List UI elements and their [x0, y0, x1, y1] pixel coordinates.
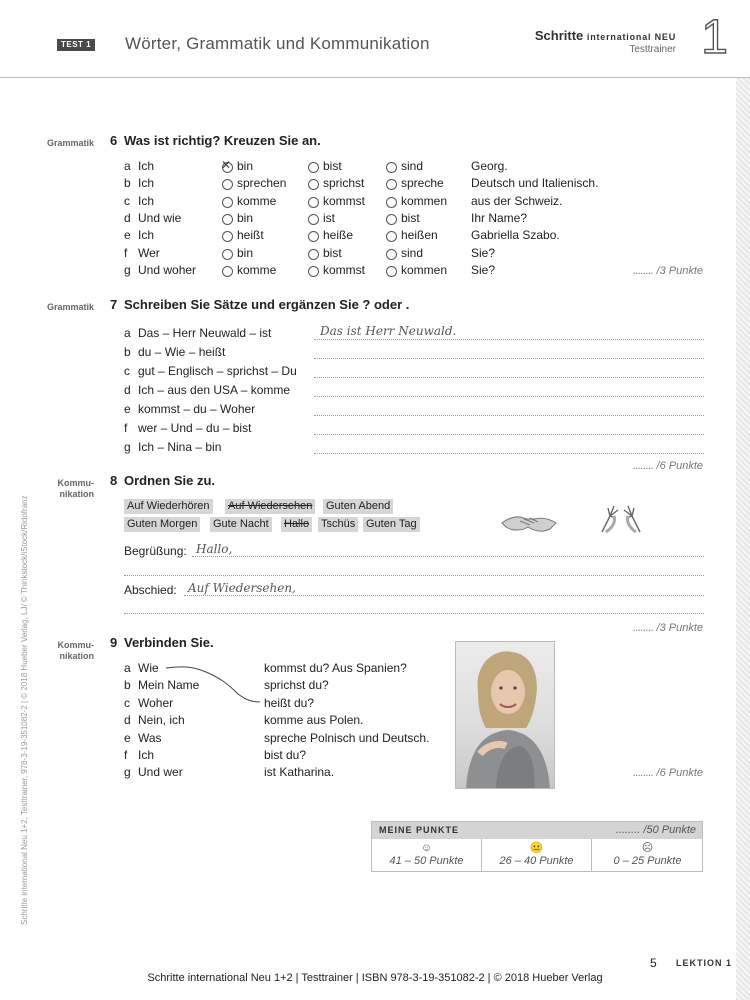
sentence-end[interactable]: komme aus Polen. — [264, 713, 364, 728]
row-prompt: Das – Herr Neuwald – ist — [138, 326, 272, 340]
row-prompt: kommst – du – Woher — [138, 402, 256, 416]
row-letter: e — [124, 228, 131, 243]
score-box — [371, 821, 703, 872]
greeting-answer: Hallo, — [196, 542, 233, 556]
sentence-end[interactable]: bist du? — [264, 748, 307, 762]
ex7-title: Schreiben Sie Sätze und ergänzen Sie ? oder . — [124, 297, 410, 312]
row-letter: c — [124, 193, 130, 208]
page-number: 5 — [650, 956, 657, 970]
row-letter: d — [124, 210, 131, 225]
score-label: MEINE PUNKTE — [379, 825, 460, 835]
page-header — [0, 0, 750, 78]
answer-line[interactable] — [314, 396, 704, 397]
brand-name — [535, 28, 676, 43]
score-header — [372, 822, 702, 839]
answer-option-checkbox[interactable]: bist — [308, 158, 342, 175]
greeting-line[interactable] — [192, 556, 704, 557]
row-subject: Und wie — [138, 210, 182, 225]
lektion-label: LEKTION 1 — [676, 958, 733, 968]
row-ending: Ihr Name? — [471, 210, 528, 225]
row-letter: e — [124, 730, 131, 745]
sentence-start[interactable]: Woher — [138, 695, 174, 710]
side-credit-text: Schritte international Neu 1+2, Testtrainer, 978-3-19-351082-2 | © 2018 Hueber Verlag, LJ/ © Thinkstock/iStock/Ridofranz — [20, 495, 29, 925]
row-letter: a — [124, 661, 131, 675]
score-total-label: /50 Punkte — [643, 824, 696, 836]
sentence-end[interactable]: spreche Polnisch und Deutsch. — [264, 730, 430, 745]
row-subject: Ich — [138, 228, 155, 243]
handshake-illustration — [500, 507, 558, 537]
row-letter: a — [124, 326, 131, 340]
answer-line[interactable] — [314, 453, 704, 454]
row-ending: Sie? — [471, 262, 496, 277]
row-subject: Ich — [138, 176, 155, 191]
sentence-start[interactable]: Wie — [138, 661, 159, 675]
happy-face-icon: ☺ — [420, 842, 433, 854]
answer-option-checkbox[interactable]: ist — [308, 210, 335, 227]
sentence-start[interactable]: Nein, ich — [138, 713, 185, 728]
ex6-title: Was ist richtig? Kreuzen Sie an. — [124, 133, 321, 148]
ex9-points-label: /6 Punkte — [656, 767, 703, 779]
row-letter: c — [124, 364, 130, 378]
test-badge: TEST 1 — [57, 39, 95, 51]
ex6-category: Grammatik — [46, 138, 94, 148]
sad-face-icon: ☹ — [641, 842, 654, 854]
row-letter: f — [124, 245, 128, 260]
row-prompt: Ich – aus den USA – komme — [138, 383, 291, 397]
greeting-label: Begrüßung: — [124, 544, 187, 558]
ex6-points-label: /3 Punkte — [656, 265, 703, 277]
row-letter: f — [124, 748, 128, 762]
row-ending: aus der Schweiz. — [471, 193, 563, 208]
answer-line[interactable] — [314, 434, 704, 435]
row-subject: Wer — [138, 245, 160, 260]
word-chip[interactable]: Gute Nacht — [210, 517, 272, 532]
answer-option-checkbox[interactable]: sprichst — [308, 175, 364, 192]
row-letter: a — [124, 159, 131, 173]
score-range-mid — [482, 839, 592, 872]
sentence-end[interactable]: sprichst du? — [264, 678, 329, 693]
answer-line[interactable] — [314, 339, 704, 340]
answer-option-checkbox[interactable]: spreche — [386, 175, 444, 192]
row-subject: Ich — [138, 159, 155, 173]
row-letter: b — [124, 176, 131, 191]
row-ending: Georg. — [471, 159, 508, 173]
row-subject: Ich — [138, 193, 155, 208]
answer-option-checkbox[interactable]: kommst — [308, 193, 365, 210]
answer-option-checkbox[interactable]: kommen — [386, 193, 447, 210]
answer-line[interactable] — [314, 415, 704, 416]
brand-block — [535, 28, 676, 55]
row-letter: d — [124, 383, 131, 397]
answer-option-checkbox[interactable]: heißt — [222, 227, 264, 244]
row-letter: b — [124, 345, 131, 359]
ex6-number: 6 — [110, 133, 118, 148]
score-range-low — [592, 839, 703, 872]
ex8-title: Ordnen Sie zu. — [124, 473, 216, 488]
answer-option-checkbox[interactable]: sind — [386, 158, 423, 175]
row-ending: Sie? — [471, 245, 496, 260]
word-chip[interactable]: Auf Wiederhören — [124, 499, 213, 514]
woman-photo — [455, 641, 555, 789]
row-letter: c — [124, 695, 130, 710]
answer-line[interactable] — [314, 358, 704, 359]
ex9-category-line1: Kommu- — [57, 640, 94, 650]
ex8-number: 8 — [110, 473, 118, 488]
ex8-points-dots: ........ — [633, 622, 654, 634]
score-range-mid-text: 26 – 40 Punkte — [499, 855, 574, 867]
sentence-end[interactable]: heißt du? — [264, 695, 315, 710]
handwritten-answer: Das ist Herr Neuwald. — [320, 324, 457, 338]
sentence-start[interactable]: Mein Name — [138, 678, 200, 693]
waving-hands-illustration — [598, 502, 644, 536]
neutral-face-icon: 😐 — [529, 842, 544, 854]
answer-option-checkbox[interactable]: sind — [386, 245, 423, 262]
answer-option-checkbox[interactable]: komme — [222, 262, 276, 279]
row-letter: g — [124, 440, 131, 454]
page-title: Wörter, Grammatik und Kommunikation — [125, 34, 430, 53]
score-total — [616, 824, 696, 836]
score-range-high — [372, 839, 482, 872]
brand-main-label: Schritte — [534, 28, 584, 43]
side-pattern-strip — [736, 78, 750, 1000]
greeting-line-2[interactable] — [124, 575, 704, 576]
farewell-answer: Auf Wiedersehen, — [188, 581, 296, 595]
brand-small-label: international NEU — [586, 32, 676, 42]
connection-line — [120, 660, 280, 720]
ex6-points — [633, 265, 703, 277]
sentence-start[interactable]: Und wer — [138, 765, 183, 780]
row-ending: Gabriella Szabo. — [471, 228, 560, 243]
ex8-category — [42, 478, 94, 500]
row-letter: f — [124, 421, 128, 435]
sentence-start[interactable]: Was — [138, 730, 162, 745]
brand-subtitle: Testtrainer — [629, 44, 676, 55]
word-chip[interactable]: Hallo — [281, 517, 312, 532]
word-chip[interactable]: Tschüs — [318, 517, 358, 532]
row-prompt: Ich – Nina – bin — [138, 440, 222, 454]
row-letter: d — [124, 713, 131, 728]
score-range-low-text: 0 – 25 Punkte — [613, 855, 682, 867]
farewell-line[interactable] — [184, 595, 704, 596]
answer-option-checkbox[interactable]: bin ✕ — [222, 158, 253, 175]
ex7-points-label: /6 Punkte — [656, 460, 703, 472]
ex8-category-line1: Kommu- — [57, 478, 94, 488]
ex9-category-line2: nikation — [59, 651, 94, 661]
answer-option-checkbox[interactable]: komme — [222, 193, 276, 210]
row-ending: Deutsch und Italienisch. — [471, 176, 599, 191]
answer-option-checkbox[interactable]: sprechen — [222, 175, 286, 192]
ex9-title: Verbinden Sie. — [124, 635, 214, 650]
ex7-points-dots: ........ — [633, 460, 654, 472]
row-prompt: gut – Englisch – sprichst – Du — [138, 364, 297, 378]
score-total-dots: ........ — [615, 824, 641, 836]
farewell-line-2[interactable] — [124, 613, 704, 614]
answer-line[interactable] — [314, 377, 704, 378]
score-range-high-text: 41 – 50 Punkte — [389, 855, 464, 867]
ex7-points — [633, 460, 703, 472]
ex9-number: 9 — [110, 635, 118, 650]
ex8-points — [633, 622, 703, 634]
woman-photo-illustration — [456, 642, 555, 789]
answer-option-checkbox[interactable]: bin — [222, 245, 253, 262]
row-subject: Und woher — [138, 262, 197, 277]
sentence-start[interactable]: Ich — [138, 748, 155, 762]
ex9-category — [42, 640, 94, 662]
answer-option-checkbox[interactable]: heiße — [308, 227, 353, 244]
answer-option-checkbox[interactable]: heißen — [386, 227, 438, 244]
row-prompt: wer – Und – du – bist — [138, 421, 252, 435]
row-letter: e — [124, 402, 131, 416]
answer-option-checkbox[interactable]: bist — [386, 210, 420, 227]
chapter-number: 1 — [701, 11, 728, 64]
ex8-points-label: /3 Punkte — [656, 622, 703, 634]
ex9-points-dots: ........ — [633, 767, 654, 779]
answer-option-checkbox[interactable]: kommst — [308, 262, 365, 279]
word-chip[interactable]: Auf Wiedersehen — [225, 499, 315, 514]
sentence-end[interactable]: ist Katharina. — [264, 765, 335, 780]
answer-option-checkbox[interactable]: kommen — [386, 262, 447, 279]
ex7-number: 7 — [110, 297, 118, 312]
answer-option-checkbox[interactable]: bist — [308, 245, 342, 262]
row-letter: b — [124, 678, 131, 693]
word-chip[interactable]: Guten Abend — [323, 499, 393, 514]
ex6-points-dots: ........ — [633, 265, 654, 277]
footer-credit: Schritte international Neu 1+2 | Testtrainer | ISBN 978-3-19-351082-2 | © 2018 Hueber Verlag — [147, 972, 603, 984]
word-chip[interactable]: Guten Tag — [363, 517, 420, 532]
row-letter: g — [124, 765, 131, 780]
row-prompt: du – Wie – heißt — [138, 345, 226, 359]
row-letter: g — [124, 262, 131, 277]
farewell-label: Abschied: — [124, 583, 177, 597]
ex9-points — [633, 767, 703, 779]
ex8-category-line2: nikation — [59, 489, 94, 499]
ex7-category: Grammatik — [46, 302, 94, 312]
answer-option-checkbox[interactable]: bin — [222, 210, 253, 227]
sentence-end[interactable]: kommst du? Aus Spanien? — [264, 661, 407, 675]
word-chip[interactable]: Guten Morgen — [124, 517, 200, 532]
